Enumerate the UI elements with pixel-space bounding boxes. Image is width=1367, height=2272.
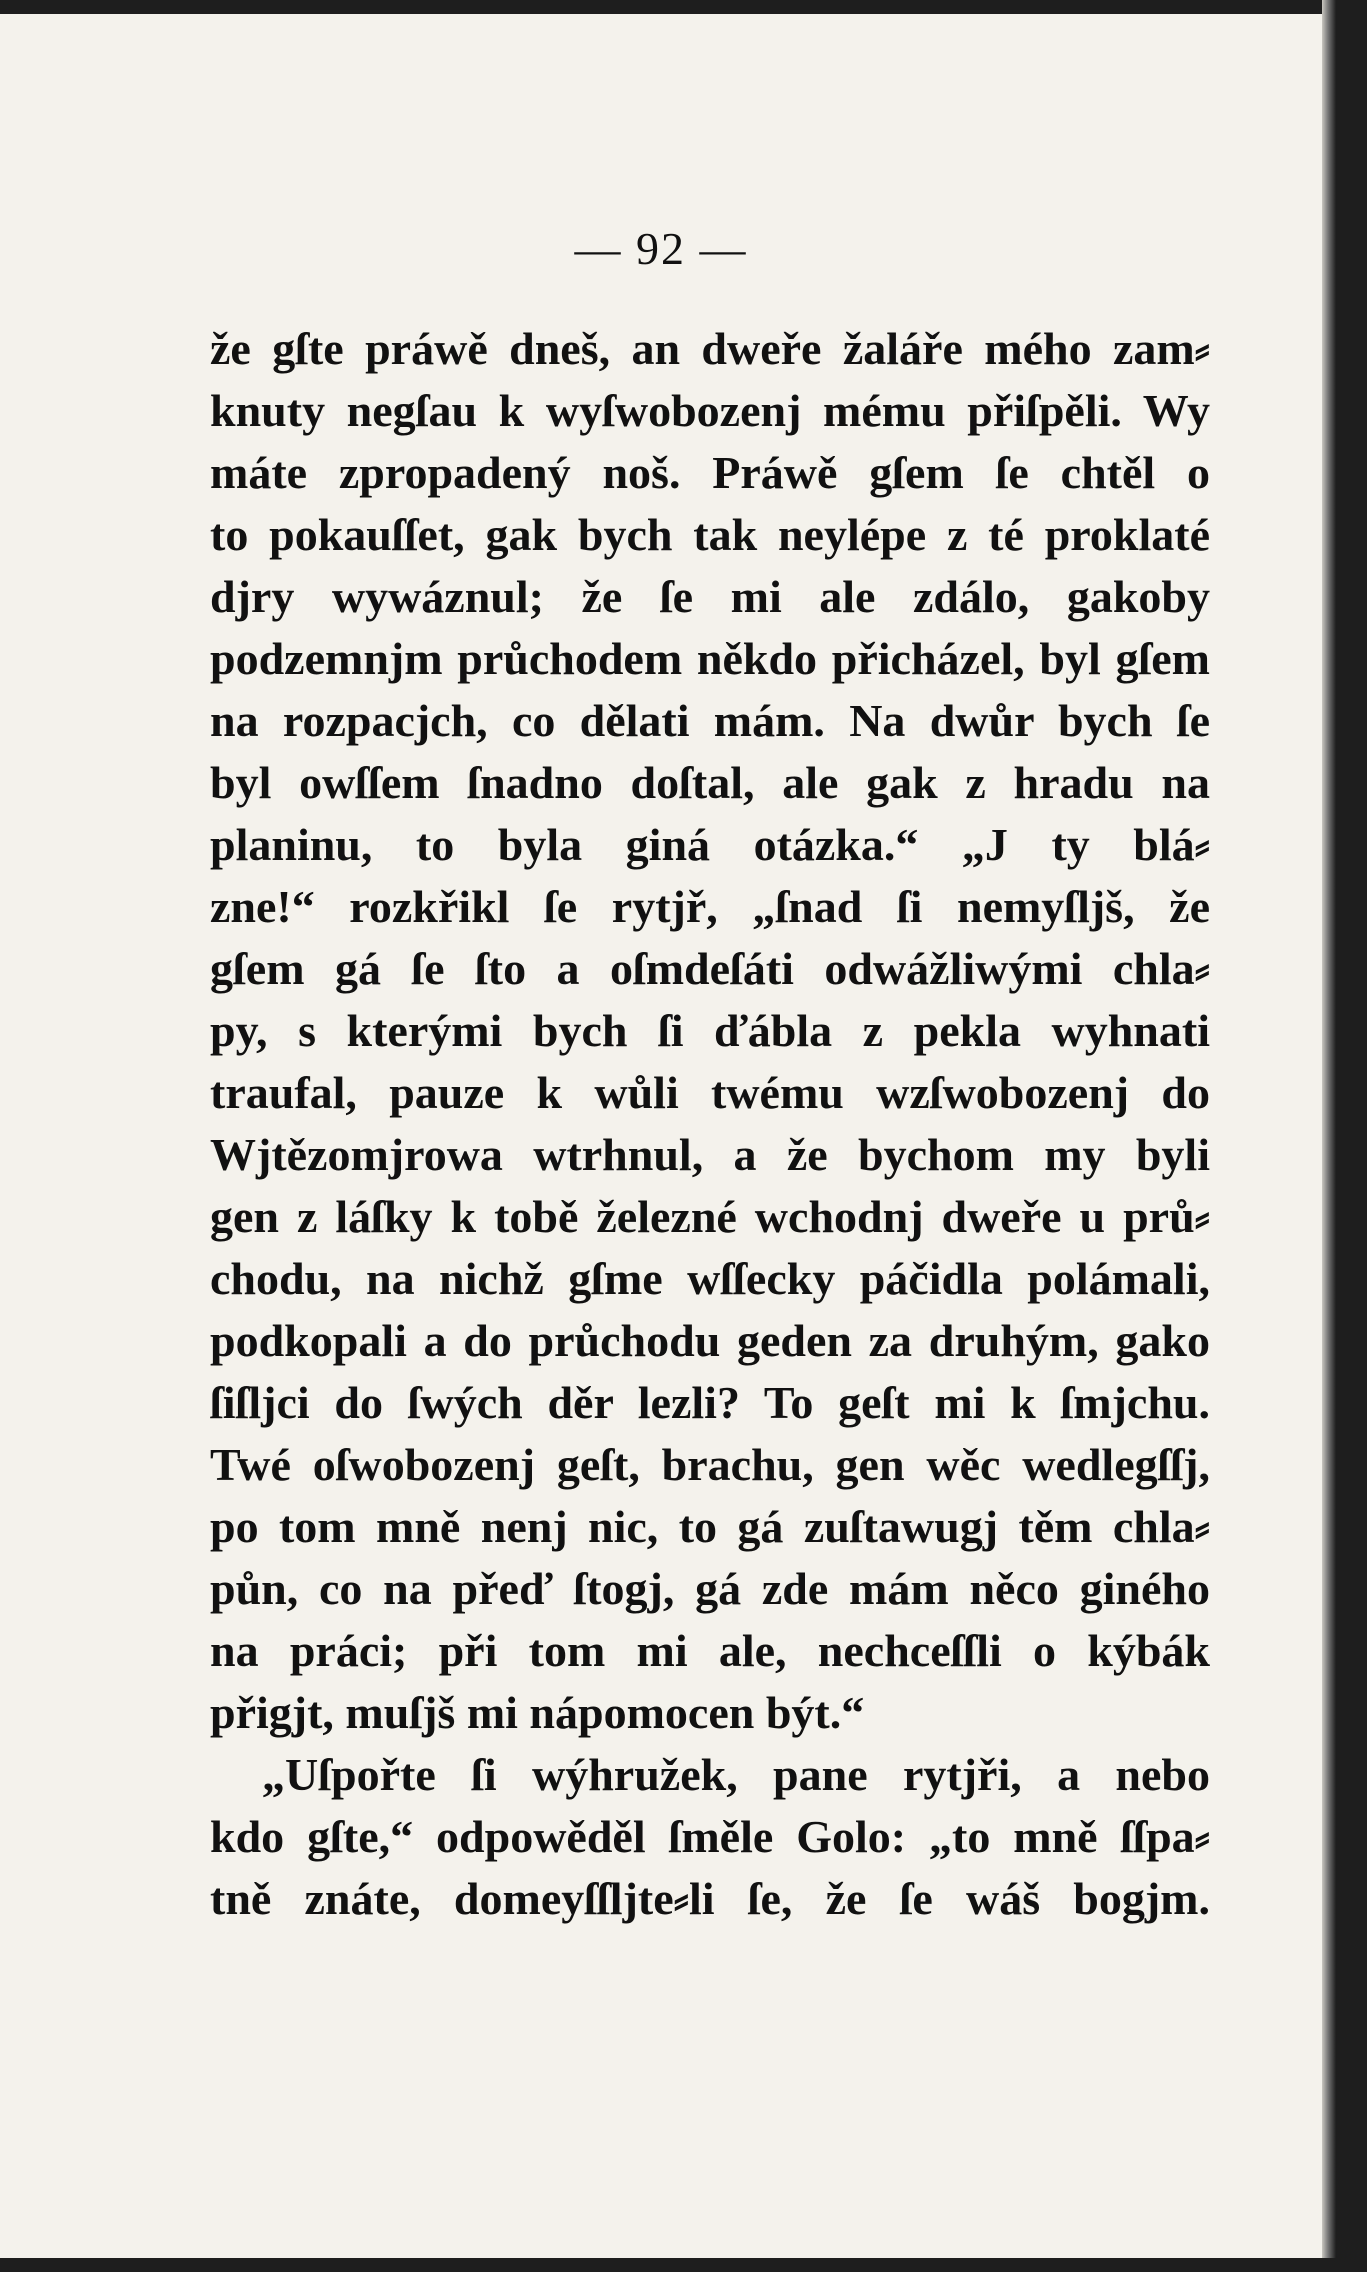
text-line: máte zpropadený noš. Práwě gſem ſe chtěl o <box>210 447 1210 498</box>
text-line: na práci; při tom mi ale, nechceſſli o kýbák <box>210 1625 1210 1676</box>
text-line: půn, co na přeď ſtogj, gá zde mám něco giného <box>210 1563 1210 1614</box>
text-line: na rozpacjch, co dělati mám. Na dwůr bych ſe <box>210 695 1210 746</box>
text-line: Wjtězomjrowa wtrhnul, a že bychom my byli <box>210 1129 1210 1180</box>
text-line: py, s kterými bych ſi ďábla z pekla wyhnati <box>210 1005 1210 1056</box>
scan-border-top <box>0 0 1367 14</box>
text-line: zne!“ rozkřikl ſe rytjř, „ſnad ſi nemyſljš, že <box>210 881 1210 932</box>
text-line: tně znáte, domeyſſljte⸗li ſe, že ſe wáš bogjm. <box>210 1873 1210 1924</box>
text-line: po tom mně nenj nic, to gá zuſtawugj těm chla⸗ <box>210 1501 1210 1552</box>
scan-border-bottom <box>0 2258 1367 2272</box>
page-number: — 92 — <box>574 223 748 274</box>
text-line: ſiſljci do ſwých děr lezli? To geſt mi k ſmjchu. <box>210 1377 1210 1428</box>
text-line: byl owſſem ſnadno doſtal, ale gak z hradu na <box>210 757 1210 808</box>
text-line: to pokauſſet, gak bych tak neylépe z té proklaté <box>210 509 1210 560</box>
text-line: podzemnjm průchodem někdo přicházel, byl gſem <box>210 633 1210 684</box>
text-line: planinu, to byla giná otázka.“ „J ty blá⸗ <box>210 819 1210 870</box>
text-line: „Uſpořte ſi wýhružek, pane rytjři, a nebo <box>262 1749 1210 1800</box>
text-line: chodu, na nichž gſme wſſecky páčidla polámali, <box>210 1253 1210 1304</box>
scan-border-right <box>1322 0 1367 2272</box>
text-line: že gſte práwě dneš, an dweře žaláře mého zam⸗ <box>210 323 1210 374</box>
text-line: kdo gſte,“ odpowěděl ſměle Golo: „to mně ſſpa⸗ <box>210 1811 1210 1862</box>
text-line: podkopali a do průchodu geden za druhým, gako <box>210 1315 1210 1366</box>
text-line: gen z láſky k tobě železné wchodnj dweře u prů⸗ <box>210 1191 1210 1242</box>
text-line: traufal, pauze k wůli twému wzſwobozenj do <box>210 1067 1210 1118</box>
text-line: Twé oſwobozenj geſt, brachu, gen wěc wedlegſſj, <box>210 1439 1210 1490</box>
text-line: knuty negſau k wyſwobozenj mému přiſpěli. Wy <box>210 385 1210 436</box>
text-line: přigjt, muſjš mi nápomocen být.“ <box>210 1687 865 1738</box>
text-line: djry wywáznul; že ſe mi ale zdálo, gakoby <box>210 571 1210 622</box>
body-text <box>210 318 1210 1930</box>
text-line: gſem gá ſe ſto a oſmdeſáti odwážliwými chla⸗ <box>210 943 1210 994</box>
